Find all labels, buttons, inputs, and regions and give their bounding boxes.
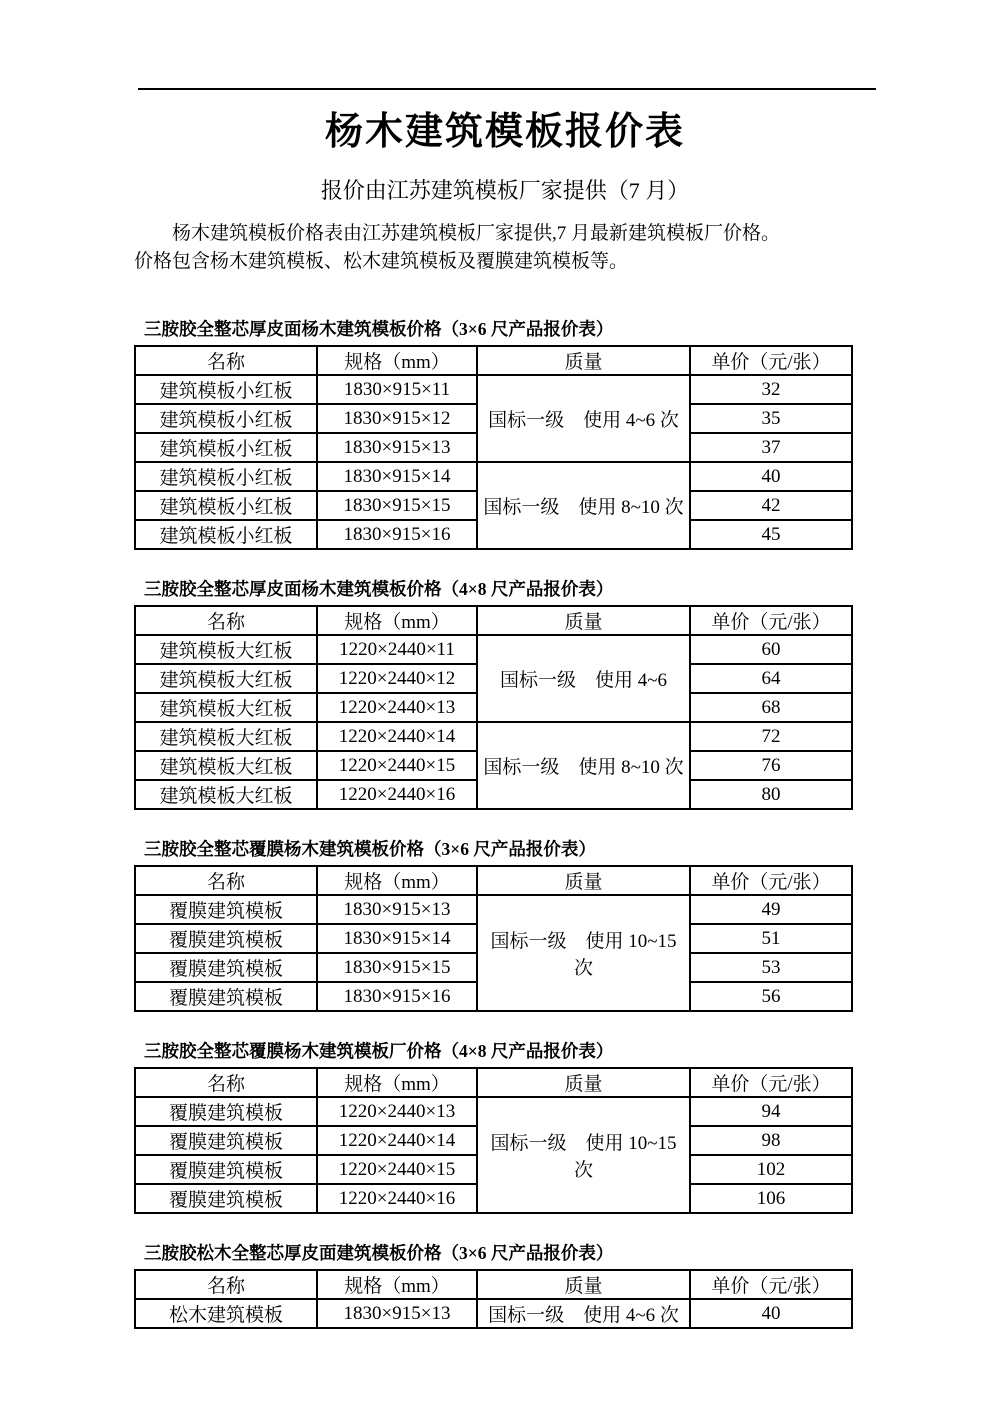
- table-row: [135, 722, 852, 751]
- quality-cell: 国标一级 使用 8~10 次: [477, 722, 690, 809]
- table-row: [135, 635, 852, 664]
- price-table-5: [134, 1269, 853, 1329]
- table-row: [135, 375, 852, 404]
- spec-cell: 1830×915×14: [317, 924, 477, 953]
- col-header-price: 单价（元/张）: [690, 606, 852, 635]
- price-cell: 45: [690, 520, 852, 549]
- name-cell: 建筑模板小红板: [135, 433, 317, 462]
- quality-cell: 国标一级 使用 10~15 次: [477, 1097, 690, 1213]
- name-cell: 建筑模板大红板: [135, 780, 317, 809]
- table-3-heading: 三胺胶全整芯覆膜杨木建筑模板价格（3×6 尺产品报价表）: [144, 839, 596, 859]
- spec-cell: 1830×915×13: [317, 433, 477, 462]
- col-header-quality: 质量: [477, 606, 690, 635]
- quality-cell: 国标一级 使用 4~6: [477, 635, 690, 722]
- price-cell: 64: [690, 664, 852, 693]
- price-table-1: [134, 345, 853, 550]
- price-cell: 106: [690, 1184, 852, 1213]
- page-subtitle: 报价由江苏建筑模板厂家提供（7 月）: [320, 178, 690, 203]
- price-cell: 42: [690, 491, 852, 520]
- price-cell: 51: [690, 924, 852, 953]
- spec-cell: 1220×2440×15: [317, 751, 477, 780]
- section-table-4: [134, 1040, 876, 1214]
- price-cell: 37: [690, 433, 852, 462]
- name-cell: 建筑模板大红板: [135, 635, 317, 664]
- col-header-quality: 质量: [477, 1270, 690, 1299]
- name-cell: 覆膜建筑模板: [135, 924, 317, 953]
- price-cell: 98: [690, 1126, 852, 1155]
- name-cell: 建筑模板大红板: [135, 751, 317, 780]
- spec-cell: 1830×915×12: [317, 404, 477, 433]
- quality-cell: 国标一级 使用 4~6 次: [477, 1299, 690, 1328]
- name-cell: 覆膜建筑模板: [135, 1155, 317, 1184]
- spec-cell: 1830×915×16: [317, 982, 477, 1011]
- table-2-heading: 三胺胶全整芯厚皮面杨木建筑模板价格（4×8 尺产品报价表）: [144, 579, 614, 599]
- spec-cell: 1220×2440×14: [317, 1126, 477, 1155]
- price-cell: 40: [690, 1299, 852, 1328]
- name-cell: 建筑模板大红板: [135, 693, 317, 722]
- header-row: [135, 346, 852, 375]
- spec-cell: 1830×915×15: [317, 491, 477, 520]
- spec-cell: 1220×2440×14: [317, 722, 477, 751]
- price-table-4: [134, 1067, 853, 1214]
- col-header-price: 单价（元/张）: [690, 346, 852, 375]
- spec-cell: 1220×2440×15: [317, 1155, 477, 1184]
- section-table-2: [134, 578, 876, 810]
- col-header-price: 单价（元/张）: [690, 1068, 852, 1097]
- table-row: [135, 895, 852, 924]
- header-row: [135, 1270, 852, 1299]
- section-table-5: [134, 1242, 876, 1329]
- name-cell: 建筑模板小红板: [135, 462, 317, 491]
- spec-cell: 1830×915×14: [317, 462, 477, 491]
- col-header-name: 名称: [135, 866, 317, 895]
- table-4-heading: 三胺胶全整芯覆膜杨木建筑模板厂价格（4×8 尺产品报价表）: [144, 1041, 614, 1061]
- spec-cell: 1220×2440×16: [317, 780, 477, 809]
- price-cell: 76: [690, 751, 852, 780]
- col-header-quality: 质量: [477, 346, 690, 375]
- header-row: [135, 606, 852, 635]
- section-table-3: [134, 838, 876, 1012]
- quality-cell: 国标一级 使用 4~6 次: [477, 375, 690, 462]
- name-cell: 松木建筑模板: [135, 1299, 317, 1328]
- spec-cell: 1220×2440×16: [317, 1184, 477, 1213]
- header-rule: [138, 88, 876, 90]
- col-header-name: 名称: [135, 606, 317, 635]
- spec-cell: 1830×915×13: [317, 1299, 477, 1328]
- col-header-name: 名称: [135, 346, 317, 375]
- name-cell: 覆膜建筑模板: [135, 1184, 317, 1213]
- name-cell: 覆膜建筑模板: [135, 1126, 317, 1155]
- table-5-heading: 三胺胶松木全整芯厚皮面建筑模板价格（3×6 尺产品报价表）: [144, 1243, 614, 1263]
- col-header-price: 单价（元/张）: [690, 866, 852, 895]
- header-row: [135, 866, 852, 895]
- name-cell: 覆膜建筑模板: [135, 982, 317, 1011]
- header-row: [135, 1068, 852, 1097]
- intro-line-2: 价格包含杨木建筑模板、松木建筑模板及覆膜建筑模板等。: [134, 251, 629, 272]
- spec-cell: 1220×2440×12: [317, 664, 477, 693]
- page-title: 杨木建筑模板报价表: [324, 111, 685, 153]
- name-cell: 建筑模板大红板: [135, 664, 317, 693]
- price-cell: 49: [690, 895, 852, 924]
- price-cell: 94: [690, 1097, 852, 1126]
- col-header-spec: 规格（mm）: [317, 1270, 477, 1299]
- col-header-quality: 质量: [477, 1068, 690, 1097]
- name-cell: 建筑模板小红板: [135, 375, 317, 404]
- table-row: [135, 1299, 852, 1328]
- name-cell: 建筑模板小红板: [135, 520, 317, 549]
- price-cell: 53: [690, 953, 852, 982]
- col-header-name: 名称: [135, 1270, 317, 1299]
- quality-cell: 国标一级 使用 10~15 次: [477, 895, 690, 1011]
- col-header-spec: 规格（mm）: [317, 606, 477, 635]
- price-cell: 68: [690, 693, 852, 722]
- spec-cell: 1830×915×13: [317, 895, 477, 924]
- section-table-1: [134, 318, 876, 550]
- spec-cell: 1220×2440×13: [317, 693, 477, 722]
- col-header-price: 单价（元/张）: [690, 1270, 852, 1299]
- price-cell: 72: [690, 722, 852, 751]
- spec-cell: 1220×2440×11: [317, 635, 477, 664]
- name-cell: 覆膜建筑模板: [135, 895, 317, 924]
- col-header-spec: 规格（mm）: [317, 1068, 477, 1097]
- price-cell: 40: [690, 462, 852, 491]
- price-table-3: [134, 865, 853, 1012]
- table-row: [135, 1097, 852, 1126]
- spec-cell: 1830×915×15: [317, 953, 477, 982]
- col-header-quality: 质量: [477, 866, 690, 895]
- name-cell: 建筑模板小红板: [135, 491, 317, 520]
- price-cell: 102: [690, 1155, 852, 1184]
- spec-cell: 1830×915×16: [317, 520, 477, 549]
- intro-paragraph: [134, 220, 846, 276]
- name-cell: 建筑模板大红板: [135, 722, 317, 751]
- price-cell: 56: [690, 982, 852, 1011]
- price-cell: 32: [690, 375, 852, 404]
- name-cell: 覆膜建筑模板: [135, 953, 317, 982]
- name-cell: 建筑模板小红板: [135, 404, 317, 433]
- price-cell: 60: [690, 635, 852, 664]
- table-1-heading: 三胺胶全整芯厚皮面杨木建筑模板价格（3×6 尺产品报价表）: [144, 319, 614, 339]
- col-header-spec: 规格（mm）: [317, 346, 477, 375]
- intro-line-1: 杨木建筑模板价格表由江苏建筑模板厂家提供,7 月最新建筑模板厂价格。: [172, 223, 781, 244]
- price-cell: 80: [690, 780, 852, 809]
- spec-cell: 1220×2440×13: [317, 1097, 477, 1126]
- name-cell: 覆膜建筑模板: [135, 1097, 317, 1126]
- table-row: [135, 462, 852, 491]
- col-header-spec: 规格（mm）: [317, 866, 477, 895]
- price-cell: 35: [690, 404, 852, 433]
- col-header-name: 名称: [135, 1068, 317, 1097]
- spec-cell: 1830×915×11: [317, 375, 477, 404]
- quality-cell: 国标一级 使用 8~10 次: [477, 462, 690, 549]
- price-table-2: [134, 605, 853, 810]
